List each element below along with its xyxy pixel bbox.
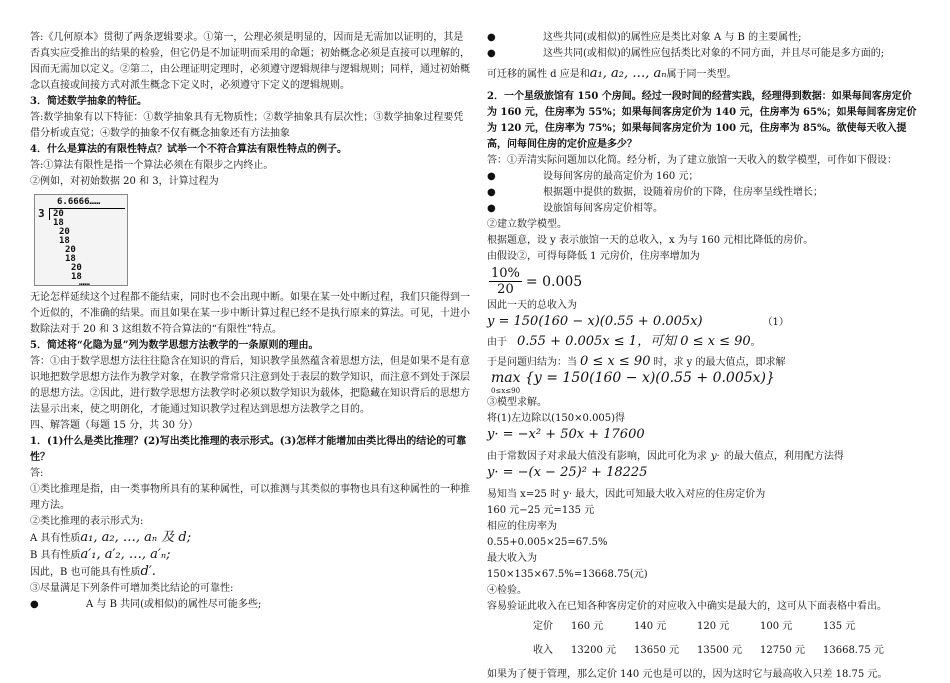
transfer-statement: 可迁移的属性 d 应是和 a₁, a₂, …, aₙ 属于同一类型。 [487,66,737,81]
equation-1: y = 150(160 − x)(0.55 + 0.005x) （1） [487,314,789,329]
answer-1-part2: ②类比推理的表示形式为: [30,516,144,527]
division-row: 18 [53,218,64,228]
math-expression: a′₁, a′₂, …, a′ₙ; [80,547,171,562]
answer-5: 答：①由于数学思想方法往往隐含在知识的背后，知识教学虽然蕴含着思想方法，但是如果不是有意识地把数学思想方法作为教学对象，在教学常常只注意到处于表层的数学知识，而注意不到处于深层的思想方法。②因此，进行数学思想方法教学时必须以数学知识为载体，把隐藏在知识背后的思想方法显示出来，使之明朗化，才能通过知识教学过程达到思想方法教学之目的。 [30,356,470,415]
answer-2-part17: 容易验证此收入在已知各种客房定价的对应收入中确实是最大的，这可从下面表格中看出。 [487,601,887,612]
answer-paragraph: 答:《几何原本》贯彻了两条逻辑要求。①第一，公理必须是明显的，因而是无需加以证明的，其是否真实应受推出的结果的检验，但它仍是不加证明而采用的命题；初始概念必须是直接可以理解的，因而无需加以定义。②第二，由公理证明定理时，必须遵守逻辑规律与逻辑规则；同样，通过初始概念以直接或间接方式对派生概念下定义时，必须遵守下定义的逻辑规则。 [30,32,470,91]
division-row: 20 [65,245,76,255]
problem-statement: 于是问题归结为：当 0 ≤ x ≤ 90 时，求 y 的最大值点，即求解 [487,354,786,369]
bullet-icon: ● [487,187,496,198]
fraction-denominator: 20 [497,282,514,297]
answer-2-part10: 易知当 x=25 时 y· 最大，因此可知最大收入对应的住房定价为 [487,489,766,500]
answer-2-part1: 答：①弄清实际问题加以化简。经分析，为了建立旅馆一天收入的数学模型，可作如下假设： [487,155,897,166]
math-expression: a₁, a₂, …, aₙ 及 d; [80,530,192,545]
section-heading: 四、解答题（每题 15 分，共 30 分） [30,420,199,431]
question-3: 3．简述数学抽象的特征。 [30,96,147,107]
answer-1-part3: ③尽量满足下列条件可增加类比结论的可靠性: [30,583,234,594]
division-divisor: 3 [38,207,45,220]
division-quotient: 6.6666…… [57,197,101,207]
bullet-icon: ● [487,171,496,182]
answer-2-part9: 由于常数因子对求最大值没有影响，因此可化为求 y· 的最大值点，利用配方法得 [487,451,844,462]
table-row: 定价 160 元 140 元 120 元 100 元 135 元 [533,621,856,632]
answer-2-part13: 0.55+0.005×25=67.5% [487,537,608,548]
answer-3: 答:数学抽象有以下特征：①数学抽象具有无物质性；②数学抽象具有层次性；③数学抽象过程要凭借分析或直觉；④数学的抽象不仅有概念抽象还有方法抽象 [30,112,464,139]
question-2: 2．一个星级旅馆有 150 个房间。经过一段时间的经营实践，经理得到数据：如果每间客房定价为 160 元，住房率为 55%；如果每间客房定价为 140 元，住房率为 65%；如果每间客房定价为 120 元，住房率为 75%；如果每间客房定价为 100 元，住房率为 85%。欲使每天收入提高，问每间住房的定价应是多少？ [487,91,917,150]
long-division-figure [34,194,128,286]
list-item: ● 设每间客房的最高定价为 160 元； [487,169,919,185]
bullet-icon: ● [487,48,496,59]
answer-2-part18: 如果为了便于管理，那么定价 140 元也是可以的，因为这时它与最高收入只差 18.75 元。 [487,669,888,680]
answer-label: 答: [30,468,44,479]
answer-2-part3: 根据题意，设 y 表示旅馆一天的总收入，x 为与 160 元相比降低的房价。 [487,235,814,246]
answer-2-part5: 因此一天的总收入为 [487,300,577,311]
answer-2-part16: ④检验。 [487,585,527,596]
answer-2-part11: 160 元−25 元=135 元 [487,505,595,516]
fraction-numerator: 10% [491,266,520,281]
analogy-form-a: A 具有性质 a₁, a₂, …, aₙ 及 d; [30,530,192,545]
answer-2-part7: ③模型求解。 [487,397,547,408]
fraction-equation [489,266,919,297]
answer-4-part2: ②例如，对初始数据 20 和 3，计算过程为 [30,176,219,187]
list-item: ● 这些共同(或相似)的属性应包括类比对象的不同方面，并且尽可能是多方面的; [487,46,919,62]
division-row: 20 [59,227,70,237]
list-item: ● 设旅馆每间客房定价相等。 [487,201,919,217]
list-item: ● 根据题中提供的数据，设随着房价的下降，住房率呈线性增长； [487,185,919,201]
division-row: …… [79,278,90,288]
answer-2-part4: 由假设②，可得每降低 1 元房价，住房率增加为 [487,251,700,262]
bullet-icon: ● [30,599,39,610]
question-4: 4．什么是算法的有限性特点？试举一个不符合算法有限性特点的例子。 [30,144,347,155]
division-row: 18 [65,254,76,264]
division-row: 18 [71,272,82,282]
analogy-form-b: B 具有性质 a′₁, a′₂, …, a′ₙ; [30,547,171,562]
math-expression: d′. [140,564,156,579]
price-income-table [533,615,902,663]
equation-3: y· = −(x − 25)² + 18225 [487,465,648,480]
answer-4-part3: 无论怎样延续这个过程都不能结束，同时也不会出现中断。如果在某一处中断过程，我们只能得到一个近似的，不准确的结果。而且如果在某一步中断计算过程已经不是执行原来的算法。可见，十进小数除法对于 20 和 3 这组数不符合算法的“有限性”特点。 [30,292,470,335]
question-5: 5．简述将“化隐为显”列为数学思想方法教学的一条原则的理由。 [30,340,319,351]
right-column [487,30,919,683]
list-item: ● A 与 B 共同(或相似)的属性尽可能多些; [30,597,470,613]
answer-2-part2: ②建立数学模型。 [487,219,567,230]
answer-1-part1: ①类比推理是指，由一类事物所具有的某种属性，可以推测与其类似的事物也具有这种属性的一种推理方法。 [30,484,470,511]
answer-2-part14: 最大收入为 [487,553,537,564]
analogy-form-c: 因此，B 也可能具有性质 d′. [30,564,156,579]
answer-2-part15: 150×135×67.5%=13668.75(元) [487,569,648,580]
math-expression: a₁, a₂, …, aₙ [589,66,667,81]
answer-2-part8: 将(1)左边除以(150×0.005)得 [487,413,626,424]
question-1: 1．(1)什么是类比推理？(2)写出类比推理的表示形式。(3)怎样才能增加由类比得出的结论的可靠性？ [30,436,467,463]
list-item: ● 这些共同(或相似)的属性应是类比对象 A 与 B 的主要属性; [487,30,919,46]
division-row: 20 [53,209,64,219]
answer-2-part12: 相应的住房率为 [487,521,557,532]
bullet-icon: ● [487,203,496,214]
bullet-icon: ● [487,32,496,43]
table-row: 收入 13200 元 13650 元 13500 元 12750 元 13668.75 元 [533,645,884,656]
condition-line: 由于 0.55 + 0.005x ≤ 1，可知 0 ≤ x ≤ 90 。 [487,334,761,349]
answer-4-part1: 答:①算法有限性是指一个算法必须在有限步之内终止。 [30,160,274,171]
equation-2: y· = −x² + 50x + 17600 [487,427,645,442]
left-column [30,30,470,613]
max-equation: max {y = 150(160 − x)(0.55 + 0.005x)} 0≤x≤90 [491,370,775,395]
division-row: 18 [59,236,70,246]
division-row: 20 [71,263,82,273]
fraction-result: = 0.005 [525,273,583,290]
